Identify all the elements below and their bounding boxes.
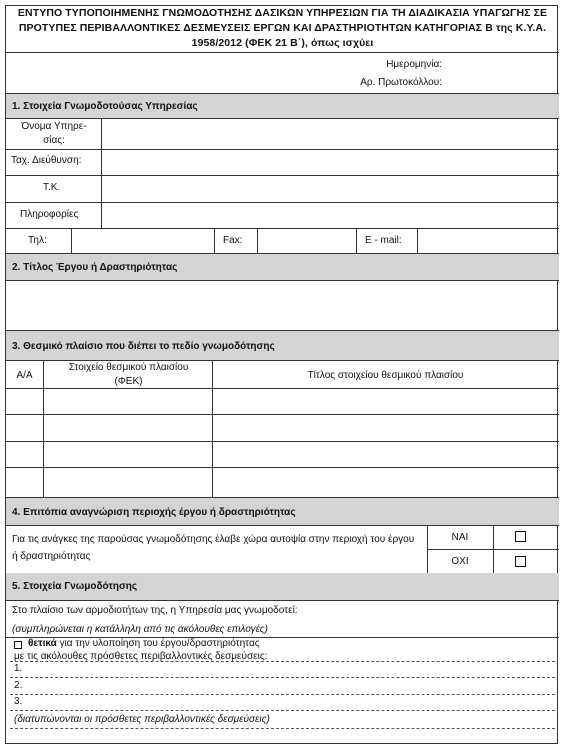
commitment-field-3[interactable] <box>26 696 556 710</box>
address-field[interactable] <box>102 150 558 175</box>
service-name-label: Όνομα Υπηρε-σίας: <box>21 121 87 146</box>
postcode-field[interactable] <box>102 176 558 202</box>
fax-label: Fax: <box>223 235 243 246</box>
protocol-label: Αρ. Πρωτοκόλλου: <box>360 77 442 88</box>
positive-bold-label: θετικά <box>28 638 57 649</box>
yes-label: ΝΑΙ <box>451 532 469 543</box>
table-row[interactable] <box>6 442 559 467</box>
info-label: Πληροφορίες <box>20 209 79 220</box>
section-2-heading: 2. Τίτλος Έργου ή Δραστηριότητας <box>6 253 559 281</box>
positive-text-line2: με τις ακόλουθες πρόσθετες περιβαλλοντικές δεσμεύσεις: <box>14 651 268 662</box>
form-title: ΕΝΤΥΠΟ ΤΥΠΟΠΟΙΗΜΕΝΗΣ ΓΝΩΜΟΔΟΤΗΣΗΣ ΔΑΣΙΚΩΝ ΥΠΗΡΕΣΙΩΝ ΓΙΑ ΤΗ ΔΙΑΔΙΚΑΣΙΑ ΥΠΑΓΩΓΗΣ ΣΕ ΠΡΟΤΥΠΕΣ ΠΕΡΙΒΑΛΛΟΝΤΙΚΕΣ ΔΕΣΜΕΥΣΕΙΣ ΕΡΓΩΝ ΚΑΙ ΔΡΑΣΤΗΡΙΟΤΗΤΩΝ ΚΑΤΗΓΟΡΙΑΣ Β της Κ.Υ.Α. 1958/2012 (ΦΕΚ 21 Β΄), όπως ισχύει <box>17 7 548 49</box>
table-row[interactable] <box>6 389 559 414</box>
commitment-field-2[interactable] <box>26 679 556 693</box>
no-checkbox[interactable] <box>515 556 526 567</box>
commitments-note: (διατυπώνονται οι πρόσθετες περιβαλλοντικές δεσμεύσεις) <box>14 714 270 725</box>
service-name-field[interactable] <box>102 119 558 149</box>
yes-checkbox[interactable] <box>515 531 526 542</box>
commitment-item-2: 2. <box>14 680 23 691</box>
table-row[interactable] <box>6 415 559 441</box>
date-label: Ημερομηνία: <box>386 59 442 70</box>
fax-field[interactable] <box>258 229 356 253</box>
positive-option <box>28 638 260 649</box>
email-field[interactable] <box>418 229 558 253</box>
opinion-intro: Στο πλαίσιο των αρμοδιοτήτων της, η Υπηρεσία μας γνωμοδοτεί: <box>12 605 298 616</box>
commitment-field-1[interactable] <box>26 663 556 677</box>
form-frame <box>5 5 558 744</box>
section-5-heading: 5. Στοιχεία Γνωμοδότησης <box>6 573 559 601</box>
address-label: Ταχ. Διεύθυνση: <box>11 155 82 166</box>
positive-checkbox[interactable] <box>14 641 22 649</box>
section-1-heading: 1. Στοιχεία Γνωμοδοτούσας Υπηρεσίας <box>6 93 559 119</box>
phone-field[interactable] <box>72 229 214 253</box>
commitment-item-1: 1. <box>14 663 23 674</box>
col-title-header: Τίτλος στοιχείου θεσμικού πλαισίου <box>307 370 464 381</box>
opinion-instruction: (συμπληρώνεται η κατάλληλη από τις ακόλουθες επιλογές) <box>12 624 268 635</box>
table-row[interactable] <box>6 468 559 497</box>
no-label: ΟΧΙ <box>451 556 469 567</box>
positive-text: για την υλοποίηση του έργου/δραστηριότητας <box>59 638 260 649</box>
project-title-field[interactable] <box>6 281 559 330</box>
postcode-label: Τ.Κ. <box>43 182 61 193</box>
phone-label: Τηλ: <box>28 235 47 246</box>
commitment-item-3: 3. <box>14 696 23 707</box>
section-3-heading: 3. Θεσμικό πλαίσιο που διέπει το πεδίο γνωμοδότησης <box>6 330 559 361</box>
email-label: E - mail: <box>365 235 402 246</box>
col-element-header: Στοιχείο θεσμικού πλαισίου (ΦΕΚ) <box>68 362 189 387</box>
info-field[interactable] <box>102 203 558 228</box>
site-visit-question: Για τις ανάγκες της παρούσας γνωμοδότησης έλαβε χώρα αυτοψία στην περιοχή του έργου ή δραστηριότητας <box>12 534 415 562</box>
section-4-heading: 4. Επιτόπια αναγνώριση περιοχής έργου ή δραστηριότητας <box>6 497 559 526</box>
col-aa-header: Α/Α <box>16 370 33 381</box>
